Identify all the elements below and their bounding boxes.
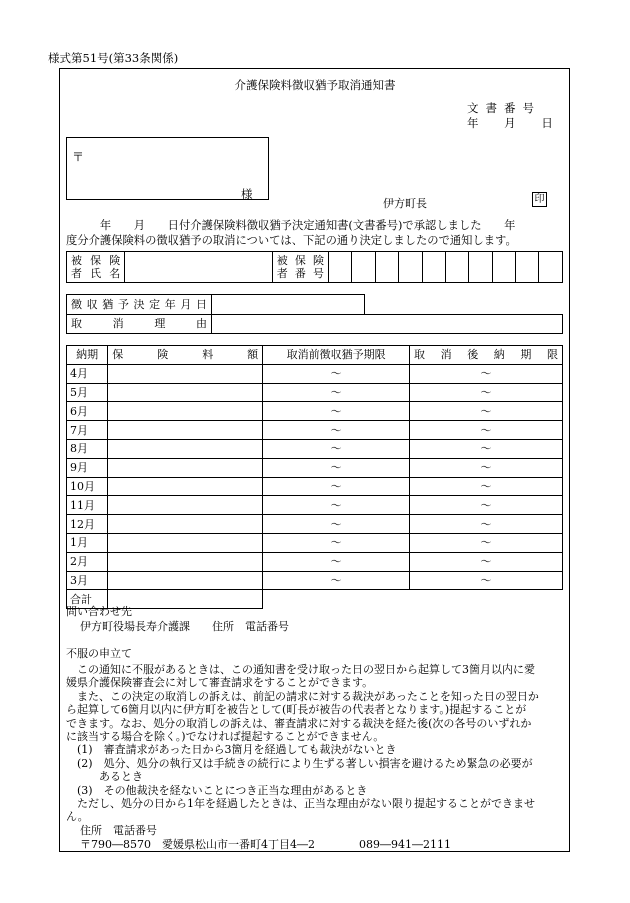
reason-field[interactable] <box>212 314 563 334</box>
after-deadline-cell[interactable]: ～ <box>410 439 563 458</box>
before-deadline-cell[interactable]: ～ <box>263 402 410 421</box>
table-row <box>67 515 563 534</box>
month-cell: 9月 <box>67 458 108 477</box>
insured-number-digit[interactable] <box>469 252 492 283</box>
month-cell: 3月 <box>67 571 108 590</box>
contact-heading: 問い合わせ先 <box>66 605 132 618</box>
decision-date-label: 徴収猶予決定年月日 <box>67 295 212 315</box>
objection-line: (3) その他裁決を経ないことにつき正当な理由があるとき <box>66 783 368 797</box>
doc-number-label: 文書番号 <box>467 101 541 115</box>
insured-number-digit[interactable] <box>516 252 539 283</box>
insured-number-digit[interactable] <box>492 252 515 283</box>
after-deadline-cell[interactable]: ～ <box>410 364 563 383</box>
before-deadline-cell[interactable]: ～ <box>263 533 410 552</box>
month-cell: 10月 <box>67 477 108 496</box>
objection-line: ただし、処分の日から1年を経過したときは、正当な理由がない限り提起することができませ <box>66 797 535 810</box>
date-day: 日 <box>541 116 553 130</box>
date-label <box>467 115 553 131</box>
premium-cell[interactable] <box>108 533 263 552</box>
insured-number-digit[interactable] <box>445 252 468 283</box>
objection-line: 媛県介護保険審査会に対して審査請求をすることができます。 <box>66 676 374 690</box>
objection-line: ん。 <box>66 810 89 824</box>
premium-cell[interactable] <box>108 402 263 421</box>
review-board-line-1: 住所 電話番号 <box>80 824 157 837</box>
after-deadline-cell[interactable]: ～ <box>410 571 563 590</box>
before-deadline-cell[interactable]: ～ <box>263 571 410 590</box>
month-cell: 7月 <box>67 421 108 440</box>
table-row <box>67 552 563 571</box>
after-deadline-cell[interactable]: ～ <box>410 552 563 571</box>
body-line-1: 年 月 日付介護保険料徴収猶予決定通知書(文書番号)で承認しました 年 <box>66 219 516 232</box>
address-box[interactable] <box>66 137 269 200</box>
premium-cell[interactable] <box>108 421 263 440</box>
premium-cell[interactable] <box>108 364 263 383</box>
after-deadline-cell[interactable]: ～ <box>410 477 563 496</box>
before-deadline-cell[interactable]: ～ <box>263 552 410 571</box>
objection-line: (2) 処分、処分の執行又は手続きの続行により生ずる著しい損害を避けるため緊急の必要が <box>66 756 533 770</box>
header-premium: 保険料額 <box>108 346 263 365</box>
after-deadline-cell[interactable]: ～ <box>410 421 563 440</box>
objection-line: ら起算して6箇月以内に伊方町を被告として(町長が被告の代表者となります。)提起することが <box>66 703 527 717</box>
after-deadline-cell[interactable]: ～ <box>410 515 563 534</box>
before-deadline-cell[interactable]: ～ <box>263 421 410 440</box>
insured-number-digit[interactable] <box>539 252 563 283</box>
insured-number-digit[interactable] <box>352 252 375 283</box>
premium-cell[interactable] <box>108 439 263 458</box>
month-cell: 12月 <box>67 515 108 534</box>
reason-label: 取消理由 <box>67 314 212 334</box>
before-deadline-cell[interactable]: ～ <box>263 439 410 458</box>
month-cell: 4月 <box>67 364 108 383</box>
insured-name-label: 被保険 者氏名 <box>67 252 125 283</box>
insured-number-digit[interactable] <box>422 252 445 283</box>
after-deadline-cell[interactable]: ～ <box>410 383 563 402</box>
before-deadline-cell[interactable]: ～ <box>263 515 410 534</box>
after-deadline-cell[interactable]: ～ <box>410 458 563 477</box>
before-deadline-cell[interactable]: ～ <box>263 364 410 383</box>
payment-table <box>66 345 563 609</box>
total-blank <box>263 590 410 609</box>
objection-line: また、この決定の取消しの訴えは、前記の請求に対する裁決があったことを知った日の翌日か <box>66 689 539 703</box>
after-deadline-cell[interactable]: ～ <box>410 496 563 515</box>
premium-cell[interactable] <box>108 496 263 515</box>
header-due: 納期 <box>67 346 108 365</box>
header-after: 取消後納期限 <box>410 346 563 365</box>
before-deadline-cell[interactable]: ～ <box>263 477 410 496</box>
before-deadline-cell[interactable]: ～ <box>263 383 410 402</box>
header-before: 取消前徴収猶予期限 <box>263 346 410 365</box>
objection-line: に該当する場合を除く。)でなければ提起することができません。 <box>66 730 385 743</box>
contact-line: 伊方町役場長寿介護課 住所 電話番号 <box>80 620 289 633</box>
month-cell: 2月 <box>67 552 108 571</box>
objection-heading: 不服の申立て <box>66 647 132 660</box>
premium-cell[interactable] <box>108 458 263 477</box>
objection-line: この通知に不服があるときは、この通知書を受け取った日の翌日から起算して3箇月以内に愛 <box>66 663 535 676</box>
premium-cell[interactable] <box>108 571 263 590</box>
premium-cell[interactable] <box>108 383 263 402</box>
total-row <box>67 590 563 609</box>
decision-table <box>66 294 563 334</box>
insured-number-digit[interactable] <box>375 252 398 283</box>
postal-mark: 〒 <box>72 150 85 164</box>
objection-line: あるとき <box>66 770 143 784</box>
review-board-line-2: 〒790―8570 愛媛県松山市一番町4丁目4―2 089―941―2111 <box>80 838 451 851</box>
decision-blank <box>365 295 563 315</box>
objection-line: (1) 審査請求があった日から3箇月を経過しても裁決がないとき <box>66 743 397 757</box>
month-cell: 8月 <box>67 439 108 458</box>
table-row <box>67 383 563 402</box>
table-row <box>67 421 563 440</box>
addressee-suffix: 様 <box>241 187 253 201</box>
after-deadline-cell[interactable]: ～ <box>410 402 563 421</box>
decision-date-field[interactable] <box>212 295 365 315</box>
body-line-2: 度分介護保険料の徴収猶予の取消については、下記の通り決定しましたので通知します。 <box>66 234 517 247</box>
form-label: 様式第51号(第33条関係) <box>48 51 179 65</box>
total-label: 合計 <box>67 590 108 609</box>
month-cell: 5月 <box>67 383 108 402</box>
insured-table <box>66 251 563 283</box>
date-year: 年 <box>467 116 479 130</box>
insured-number-digit[interactable] <box>329 252 352 283</box>
month-cell: 6月 <box>67 402 108 421</box>
premium-cell[interactable] <box>108 515 263 534</box>
premium-cell[interactable] <box>108 552 263 571</box>
date-month: 月 <box>504 116 516 130</box>
issuer-name: 伊方町長 <box>383 197 427 210</box>
page-title: 介護保険料徴収猶予取消通知書 <box>234 78 396 92</box>
table-row <box>67 364 563 383</box>
table-row <box>67 477 563 496</box>
after-deadline-cell[interactable]: ～ <box>410 533 563 552</box>
table-row <box>67 496 563 515</box>
before-deadline-cell[interactable]: ～ <box>263 458 410 477</box>
table-row <box>67 439 563 458</box>
table-row <box>67 458 563 477</box>
objection-line: できます。なお、処分の取消しの訴えは、審査請求に対する裁決を経た後(次の各号のいずれか <box>66 716 532 730</box>
insured-number-label: 被保険 者番号 <box>272 252 328 283</box>
premium-cell[interactable] <box>108 477 263 496</box>
before-deadline-cell[interactable]: ～ <box>263 496 410 515</box>
month-cell: 1月 <box>67 533 108 552</box>
seal-mark: 印 <box>532 192 547 207</box>
table-row <box>67 402 563 421</box>
month-cell: 11月 <box>67 496 108 515</box>
insured-number-digit[interactable] <box>399 252 422 283</box>
total-blank <box>410 590 563 609</box>
table-row <box>67 571 563 590</box>
insured-name-field[interactable] <box>125 252 272 283</box>
table-row <box>67 533 563 552</box>
